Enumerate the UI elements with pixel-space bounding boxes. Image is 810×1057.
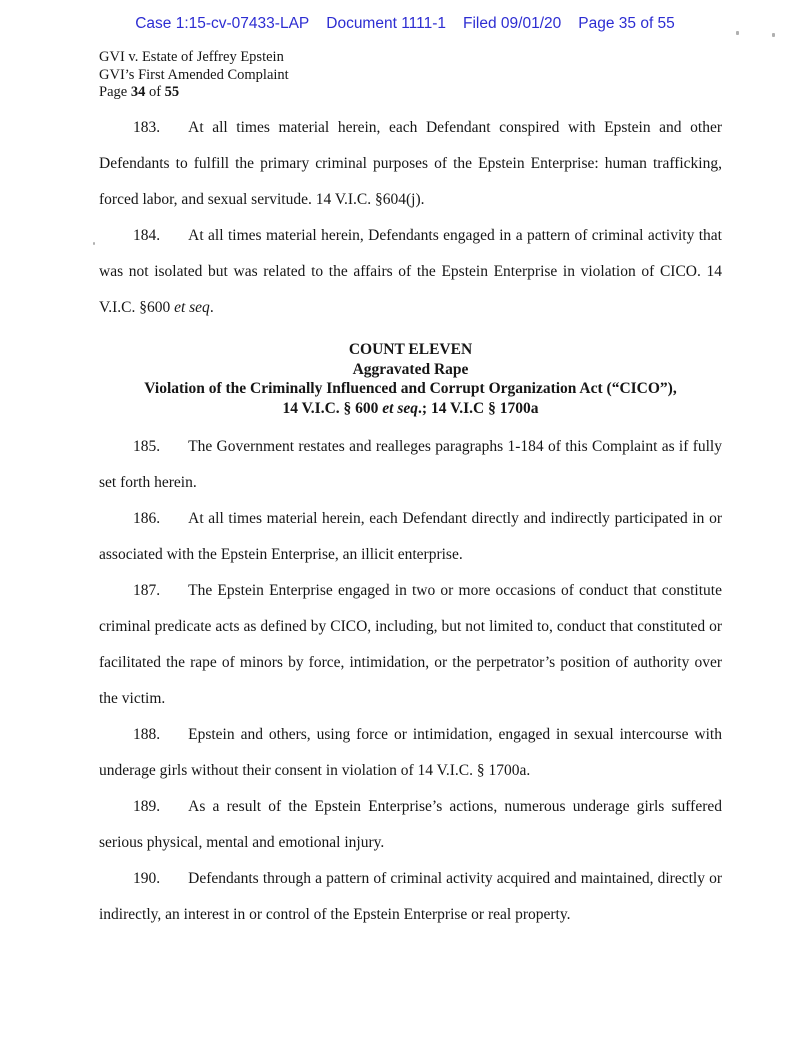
paragraph-number: 185. (133, 438, 161, 455)
scan-artifact (772, 33, 775, 37)
document-body (99, 110, 722, 933)
paragraph-number: 188. (133, 726, 161, 743)
paragraph-text: Epstein and others, using force or intimidation, engaged in sexual intercourse with underage girls without their consent in violation of 14 V.I.C. § 1700a. (99, 726, 722, 779)
caption-page-label (99, 84, 289, 102)
paragraph-number: 190. (133, 870, 161, 887)
paragraph-190 (99, 861, 722, 933)
ecf-document-number: Document 1111-1 (326, 15, 447, 32)
scan-artifact (93, 242, 95, 245)
paragraph-188 (99, 717, 722, 789)
paragraph-text: As a result of the Epstein Enterprise’s actions, numerous underage girls suffered serious physical, mental and emotional injury. (99, 798, 722, 851)
heading-line (99, 340, 722, 360)
paragraph-text: et seq (174, 299, 210, 316)
paragraph-text: Defendants through a pattern of criminal activity acquired and maintained, directly or indirectly, an interest in or control of the Epstein Enterprise or real property. (99, 870, 722, 923)
heading-line (99, 399, 722, 419)
heading-text: et seq (382, 399, 419, 417)
caption-subtitle: GVI’s First Amended Complaint (99, 66, 289, 83)
paragraph-text: The Government restates and realleges paragraphs 1-184 of this Complaint as if fully set forth herein. (99, 438, 722, 491)
scan-artifact (736, 31, 739, 35)
paragraph-186 (99, 501, 722, 573)
paragraph-text: At all times material herein, each Defendant conspired with Epstein and other Defendants to fulfill the primary criminal purposes of the Epstein Enterprise: human trafficking, forced labor, and sexual servitude. 14 V.I.C. §604(j). (99, 119, 722, 208)
paragraph-184 (99, 218, 722, 326)
ecf-page-number: Page 35 of 55 (578, 15, 675, 32)
paragraph-text: At all times material herein, each Defendant directly and indirectly participated in or associated with the Epstein Enterprise, an illicit enterprise. (99, 510, 722, 563)
heading-text: COUNT ELEVEN (348, 341, 473, 358)
heading-line (99, 360, 722, 380)
paragraph-number: 189. (133, 798, 161, 815)
paragraph-185 (99, 429, 722, 501)
caption-page-of: of (145, 84, 165, 100)
caption-page-number: 34 (130, 84, 146, 100)
paragraph-187 (99, 573, 722, 717)
heading-text: Aggravated Rape (352, 360, 469, 378)
heading-line (99, 379, 722, 399)
paragraph-number: 184. (133, 227, 161, 244)
paragraph-number: 187. (133, 582, 161, 599)
heading-text: 14 V.I.C. § 600 (282, 399, 383, 417)
caption-page-prefix: Page (99, 84, 131, 100)
caption-block (99, 49, 289, 102)
paragraph-number: 183. (133, 119, 161, 136)
paragraph-text: At all times material herein, Defendants engaged in a pattern of criminal activity that was not isolated but was related to the affairs of the Epstein Enterprise in violation of CICO. 14 V.I.C. §600 (99, 227, 722, 316)
heading-text: Violation of the Criminally Influenced and Corrupt Organization Act (“CICO”), (144, 380, 677, 397)
caption-page-total: 55 (164, 84, 180, 100)
paragraph-183 (99, 110, 722, 218)
paragraph-text: . (209, 299, 214, 316)
ecf-case-number: Case 1:15-cv-07433-LAP (135, 15, 310, 32)
ecf-filed-date: Filed 09/01/20 (463, 15, 562, 32)
count-heading (99, 340, 722, 418)
caption-case-title: GVI v. Estate of Jeffrey Epstein (99, 49, 284, 65)
paragraph-number: 186. (133, 510, 161, 527)
paragraph-189 (99, 789, 722, 861)
paragraph-text: The Epstein Enterprise engaged in two or more occasions of conduct that constitute criminal predicate acts as defined by CICO, including, but not limited to, conduct that constituted or facilitated the rape of minors by force, intimidation, or the perpetrator’s position of authority over the victim. (99, 582, 722, 707)
heading-text: .; 14 V.I.C § 1700a (418, 399, 539, 417)
ecf-stamp-header (0, 15, 810, 33)
